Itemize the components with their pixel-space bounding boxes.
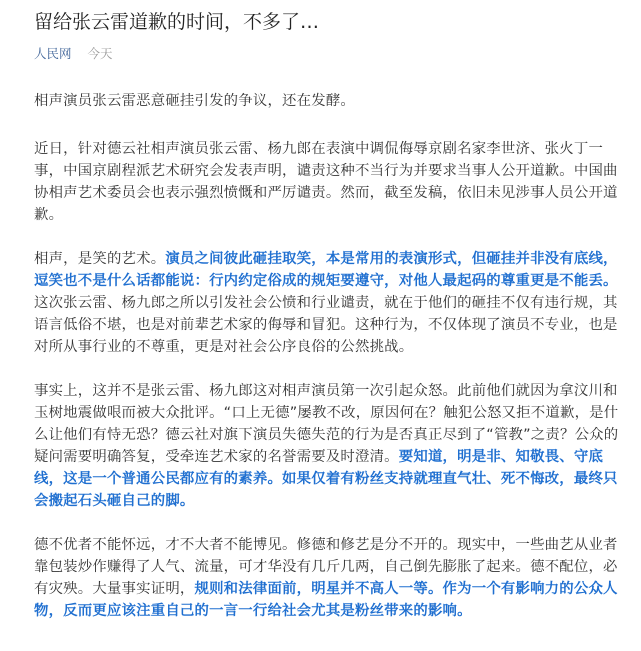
article-meta xyxy=(34,44,113,64)
paragraph-text: 这次张云雷、杨九郎之所以引发社会公愤和行业谴责，就在于他们的砸挂不仅有违行规，其语言低俗不堪，也是对前辈艺术家的侮辱和冒犯。这种行为，不仅体现了演员不专业，也是对所从事行业的不尊重，更是对社会公序良俗的公然挑战。 xyxy=(34,295,618,355)
paragraph-1 xyxy=(34,90,632,112)
paragraph-5 xyxy=(34,534,632,622)
article-title: 留给张云雷道歉的时间，不多了… xyxy=(34,11,320,33)
highlighted-text: 演员之间彼此砸挂取笑，本是常用的表演形式，但砸挂并非没有底线，逗笑也不是什么话都能说：行内约定俗成的规矩要遵守，对他人最起码的尊重更是不能丢。 xyxy=(34,251,618,289)
highlighted-text: 规则和法律面前，明星并不高人一等。作为一个有影响力的公众人物，反而更应该注重自己的一言一行给社会尤其是粉丝带来的影响。 xyxy=(34,581,618,619)
highlighted-text: 要知道，明是非、知敬畏、守底线，这是一个普通公民都应有的素养。如果仅着有粉丝支持就理直气壮、死不悔改，最终只会搬起石头砸自己的脚。 xyxy=(34,449,618,509)
publish-time: 今天 xyxy=(87,46,113,61)
paragraph-text: 相声，是笑的艺术。 xyxy=(34,251,166,267)
paragraph-text: 德不优者不能怀远，才不大者不能博见。修德和修艺是分不开的。现实中，一些曲艺从业者靠包装炒作赚得了人气、流量，可才华没有几斤几两，自己倒先膨胀了起来。德不配位，必有灾殃。大量事实证明， xyxy=(34,537,618,597)
paragraph-text: 事实上，这并不是张云雷、杨九郎这对相声演员第一次引起众怒。此前他们就因为拿汶川和玉树地震做哏而被大众批评。“口上无德”屡教不改，原因何在？触犯公怒又拒不道歉，是什么让他们有恃无恐？德云社对旗下演员失德失范的行为是否真正尽到了“管教”之责？公众的疑问需要明确答复，受牵连艺术家的名誉需要及时澄清。 xyxy=(34,383,619,465)
source-link[interactable]: 人民网 xyxy=(34,46,72,61)
paragraph-4 xyxy=(34,380,632,512)
article-body xyxy=(34,90,632,644)
paragraph-3 xyxy=(34,248,632,358)
paragraph-text: 相声演员张云雷恶意砸挂引发的争议，还在发酵。 xyxy=(34,93,355,109)
paragraph-text: 近日，针对德云社相声演员张云雷、杨九郎在表演中调侃侮辱京剧名家李世济、张火丁一事，中国京剧程派艺术研究会发表声明，谴责这种不当行为并要求当事人公开道歉。中国曲协相声艺术委员会也表示强烈愤慨和严厉谴责。然而，截至发稿，依旧未见涉事人员公开道歉。 xyxy=(34,141,618,223)
paragraph-2 xyxy=(34,138,632,226)
